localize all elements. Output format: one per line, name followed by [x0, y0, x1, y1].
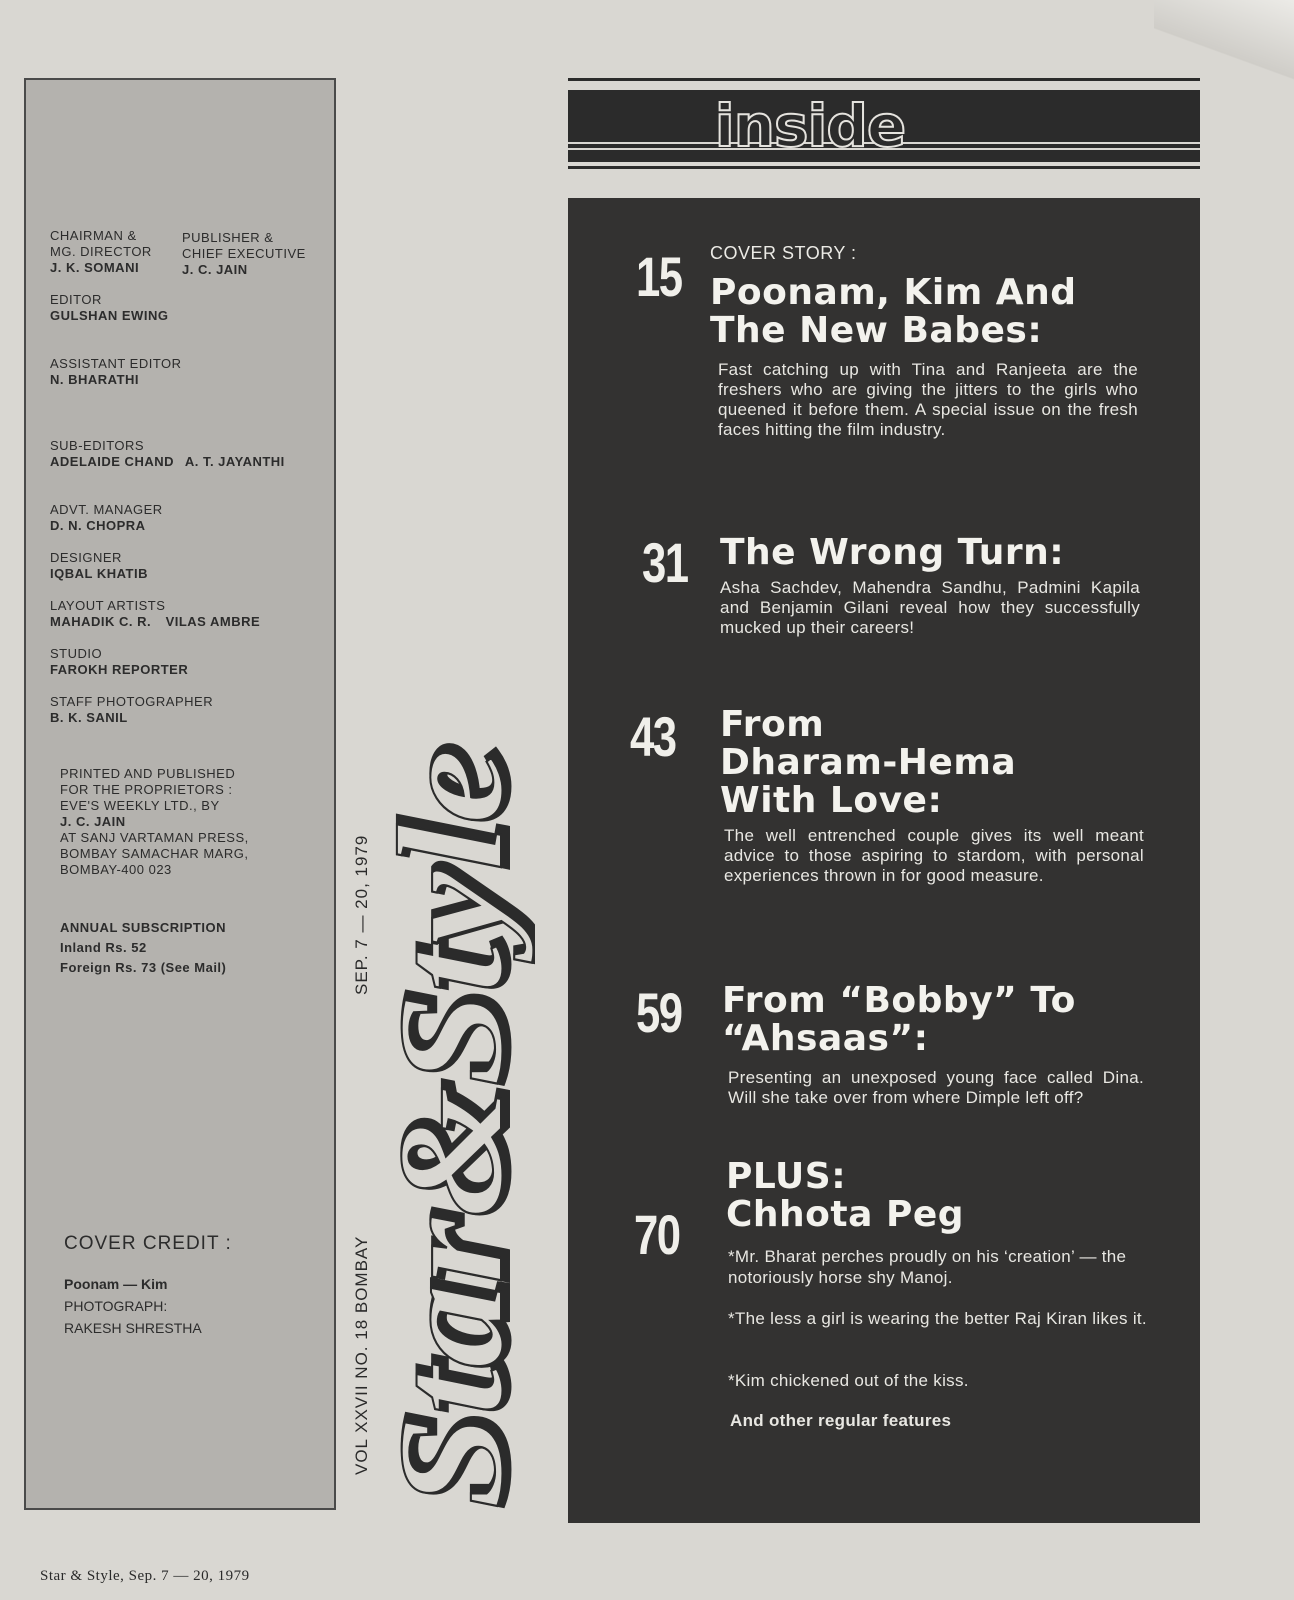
entry-headline: From “Bobby” To “Ahsaas”:: [722, 980, 1076, 1059]
credit-studio: STUDIO FAROKH REPORTER: [50, 646, 189, 677]
logo-svg: [385, 735, 535, 1515]
credit-chairman: CHAIRMAN & MG. DIRECTOR J. K. SOMANI: [50, 228, 152, 275]
entry-kicker: COVER STORY :: [710, 243, 857, 263]
credit-staff-photographer: STAFF PHOTOGRAPHER B. K. SANIL: [50, 694, 214, 725]
logo-shadow-text: Star&Style: [385, 829, 535, 1505]
credit-designer: DESIGNER IQBAL KHATIB: [50, 550, 148, 581]
subscription-block: ANNUAL SUBSCRIPTION Inland Rs. 52 Foreign Rs. 73 (See Mail): [60, 920, 227, 975]
page-number: 70: [634, 1203, 680, 1266]
page-number: 43: [630, 705, 676, 768]
entry-headline: From Dharam-Hema With Love:: [720, 704, 1017, 821]
entry-description: Fast catching up with Tina and Ranjeeta are the freshers who are giving the jitters to the girls who queened it before them. A special issue on the fresh faces hitting the film industry.: [718, 360, 1138, 439]
entry-headline: Poonam, Kim And The New Babes:: [710, 272, 1077, 351]
plus-item-regular-features: And other regular features: [730, 1411, 952, 1430]
plus-item: *The less a girl is wearing the better Raj Kiran likes it.: [728, 1309, 1147, 1328]
page-corner-fold: [1154, 0, 1294, 80]
star-and-style-logo: [385, 735, 535, 1515]
entry-headline: PLUS: Chhota Peg: [726, 1156, 965, 1235]
credit-editor: EDITOR GULSHAN EWING: [50, 292, 169, 323]
page-number: 31: [642, 531, 688, 594]
credit-advt-manager: ADVT. MANAGER D. N. CHOPRA: [50, 502, 163, 533]
bottom-rule: [568, 166, 1200, 169]
entry-description: Presenting an unexposed young face called Dina. Will she take over from where Dimple left off?: [728, 1068, 1144, 1107]
credits-panel: [24, 78, 336, 1510]
contents-panel: [568, 198, 1200, 1523]
credit-publisher: PUBLISHER & CHIEF EXECUTIVE J. C. JAIN: [182, 230, 306, 277]
plus-item: *Mr. Bharat perches proudly on his ‘creation’ — the notoriously horse shy Manoj.: [728, 1247, 1127, 1287]
top-rule: [568, 78, 1200, 81]
entry-description: The well entrenched couple gives its well meant advice to those aspiring to stardom, with personal experiences thrown in for good measure.: [724, 826, 1144, 885]
plus-item: *Kim chickened out of the kiss.: [728, 1371, 969, 1390]
credit-layout-artists: LAYOUT ARTISTS MAHADIK C. R. VILAS AMBRE: [50, 598, 261, 629]
entry-description: Asha Sachdev, Mahendra Sandhu, Padmini Kapila and Benjamin Gilani reveal how they successfully mucked up their careers!: [720, 578, 1140, 637]
volume-line: VOL XXVII NO. 18 BOMBAY: [352, 1235, 371, 1475]
logo-text: Star&Style: [385, 833, 534, 1509]
page-number: 59: [636, 981, 682, 1044]
credit-sub-editors: SUB-EDITORS ADELAIDE CHAND A. T. JAYANTHI: [50, 438, 285, 469]
inside-title: inside: [714, 92, 906, 160]
credit-assistant-editor: ASSISTANT EDITOR N. BHARATHI: [50, 356, 182, 387]
cover-credit-block: COVER CREDIT : Poonam — Kim PHOTOGRAPH: RAKESH SHRESTHA: [64, 1233, 232, 1336]
page-footer: Star & Style, Sep. 7 — 20, 1979: [40, 1568, 250, 1584]
entry-headline: The Wrong Turn:: [720, 532, 1065, 573]
printed-by-block: PRINTED AND PUBLISHED FOR THE PROPRIETORS : EVE'S WEEKLY LTD., BY J. C. JAIN AT SANJ VARTAMAN PRESS, BOMBAY SAMACHAR MARG, BOMBAY-400 023: [60, 766, 249, 877]
page-number: 15: [636, 245, 682, 308]
issue-date-line: SEP. 7 — 20, 1979: [352, 834, 371, 995]
